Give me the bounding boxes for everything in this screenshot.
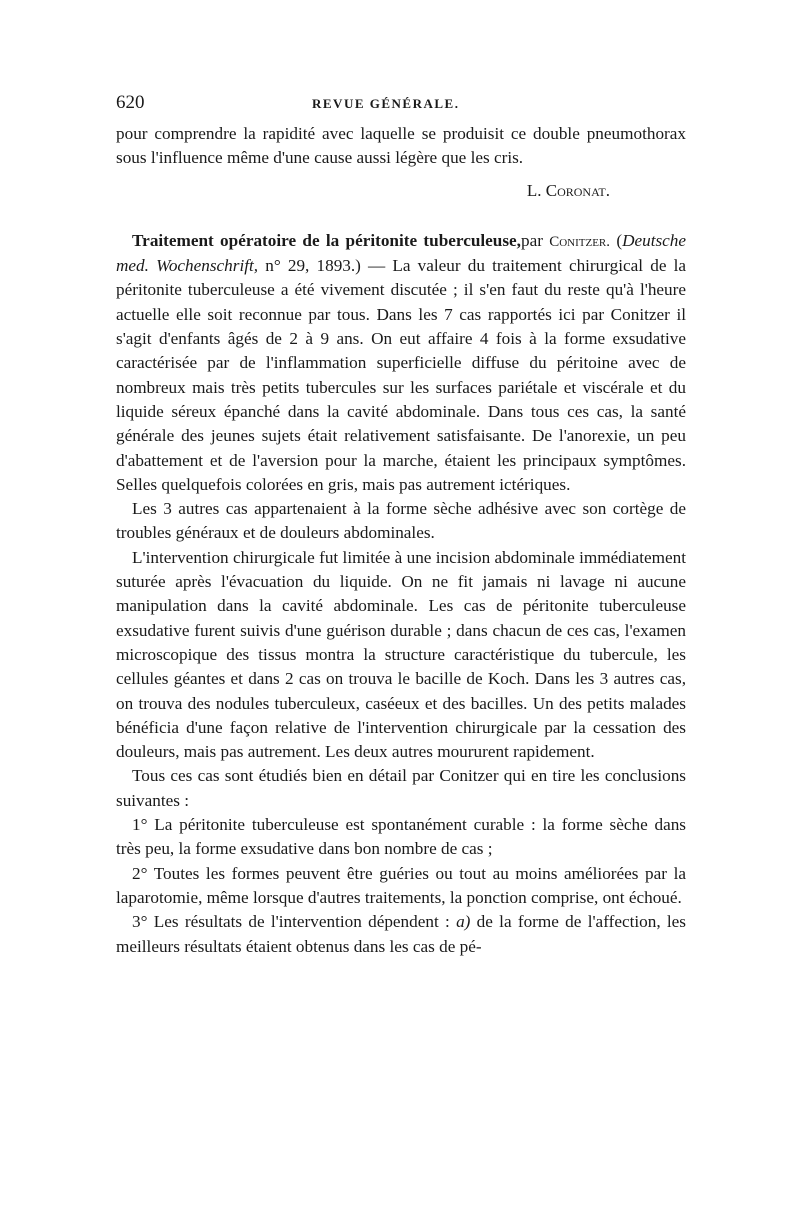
section-gap (116, 203, 686, 229)
page (116, 92, 686, 959)
conclusion-1: 1° La péritonite tuberculeuse est spontanément curable : la forme sèche dans très peu, la forme exsudative dans bon nombre de cas ; (116, 815, 686, 859)
conclusion-3-end: de la forme de l'affection, les meilleurs résultats étaient obtenus dans les cas de pé- (116, 912, 686, 956)
conclusion-3-start: 3° Les résultats de l'intervention dépendent : (132, 912, 457, 932)
article-paragraph-4: Tous ces cas sont étudiés bien en détail par Conitzer qui en tire les conclusions suivantes : (116, 766, 686, 810)
source-open: ( (616, 230, 623, 250)
journal-title: REVUE GÉNÉRALE. (312, 96, 460, 111)
article-paragraph-1 (116, 229, 686, 497)
source-ref: n° 29, 1893.) (258, 256, 361, 276)
conclusion-2: 2° Toutes les formes peuvent être guéries ou tout au moins améliorées par la laparotomie, même lorsque d'autres traitements, la ponction comprise, ont échoué. (116, 863, 686, 907)
paragraph-1-text: — La valeur du traitement chirurgical de la péritonite tuberculeuse a été vivement discutée ; il s'en faut du reste qu'à l'heure actuelle elle soit reconnue par tous. Dans les 7 cas rapportés ici par Conitzer il s'agit d'enfants âgés de 2 à 9 ans. On eut affaire 4 fois à la forme exsudative caractérisée par de l'inflammation superficielle diffuse du péritoine avec de nombreux mais très petits tubercules sur les surfaces pariétale et viscérale et du liquide séreux épanché dans la cavité abdominale. Dans tous ces cas, la santé générale des jeunes sujets était relativement satisfaisante. De l'anorexie, un peu d'abattement et de l'aversion pour la marche, étaient les principaux symptômes. Selles quelquefois colorées en gris, mais pas autrement ictériques. (116, 256, 686, 494)
conclusion-3-marker: a) (456, 912, 471, 932)
page-number: 620 (116, 92, 145, 113)
conclusion-3 (116, 910, 686, 959)
article-paragraph-2: Les 3 autres cas appartenaient à la forme sèche adhésive avec son cortège de troubles généraux et de douleurs abdominales. (116, 499, 686, 543)
article-paragraph-3: L'intervention chirurgicale fut limitée à une incision abdominale immédiatement suturée après l'évacuation du liquide. On ne fit jamais ni lavage ni aucune manipulation dans la cavité abdominale. Les cas de péritonite tuberculeuse exsudative furent suivis d'une guérison durable ; dans chacun de ces cas, l'examen microscopique des tissus montra la structure caractéristique du tubercule, les cellules géantes et dans 2 cas on trouva le bacille de Koch. Dans les 3 autres cas, on trouva des nodules tuberculeux, caséeux et des bacilles. Un des petits malades bénéficia d'une façon relative de l'intervention chirurgicale par la cessation des douleurs, mais pas autrement. Les deux autres moururent rapidement. (116, 547, 686, 762)
previous-article-closing: pour comprendre la rapidité avec laquelle se produisit ce double pneumothorax sous l'influence même d'une cause aussi légère que les cris. (116, 124, 686, 168)
article-by: par (520, 230, 543, 250)
signature-name: L. Coronat. (526, 180, 610, 200)
article-author: Conitzer. (549, 233, 611, 250)
running-head (116, 92, 686, 122)
source-journal: Deutsche med. Wochenschrift, (116, 230, 687, 276)
previous-article-signature (116, 179, 686, 203)
article-title: Traitement opératoire de la péritonite tuberculeuse, (132, 230, 521, 250)
